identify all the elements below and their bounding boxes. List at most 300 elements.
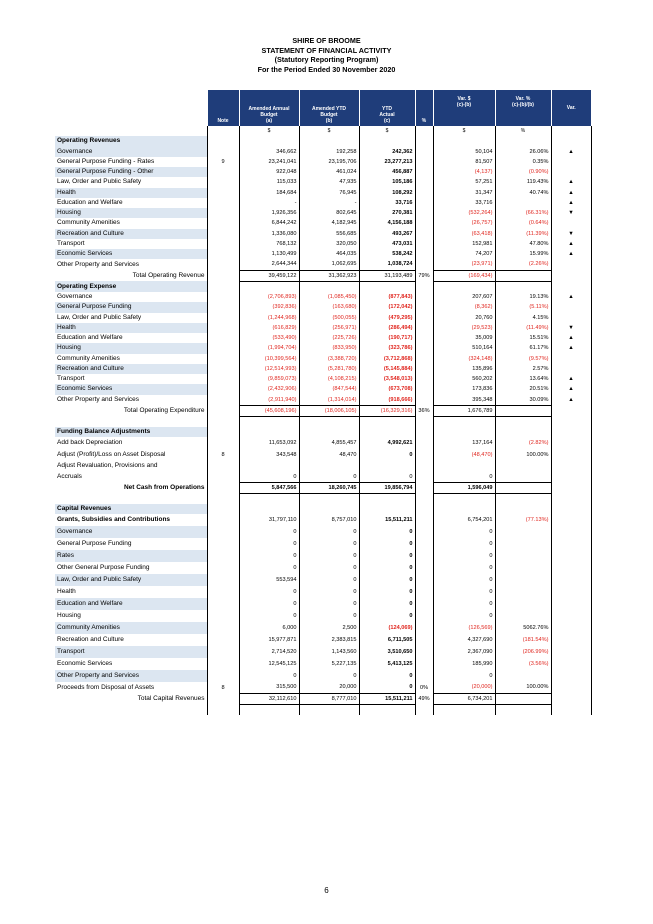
variance-pct-value: 100.00% bbox=[495, 682, 551, 693]
variance-arrow-icon bbox=[551, 126, 591, 136]
pct-of-budget-value bbox=[415, 249, 433, 259]
variance-arrow-icon bbox=[551, 526, 591, 538]
pct-of-budget-value: 36% bbox=[415, 405, 433, 416]
page-number: 6 bbox=[324, 886, 329, 895]
row-label: Law, Order and Public Safety bbox=[57, 313, 142, 321]
ytd-actual-value: (16,329,316) bbox=[359, 405, 415, 416]
table-row bbox=[55, 239, 591, 249]
pct-of-budget-value: 0% bbox=[415, 682, 433, 693]
col-var-pct bbox=[495, 90, 551, 126]
ytd-budget-value: 31,362,923 bbox=[299, 270, 359, 281]
variance-arrow-icon bbox=[551, 562, 591, 574]
row-note bbox=[207, 704, 239, 715]
variance-arrow-icon bbox=[551, 259, 591, 270]
table-row bbox=[55, 622, 591, 634]
ytd-budget-value: 2,383,815 bbox=[299, 634, 359, 646]
ytd-actual-value bbox=[359, 504, 415, 514]
ytd-budget-value: 0 bbox=[299, 562, 359, 574]
col-var-dollar-line2: (c)-(b) bbox=[456, 102, 472, 108]
variance-pct-value: (11.49%) bbox=[495, 323, 551, 333]
ytd-actual-value: 242,362 bbox=[359, 147, 415, 157]
row-label: Community Amenities bbox=[57, 219, 120, 227]
ytd-actual-value bbox=[359, 427, 415, 437]
ytd-budget-value: (256,971) bbox=[299, 323, 359, 333]
ytd-budget-value: 1,143,560 bbox=[299, 646, 359, 658]
variance-pct-value bbox=[495, 504, 551, 514]
pct-of-budget-value bbox=[415, 598, 433, 610]
pct-of-budget-value bbox=[415, 449, 433, 461]
variance-pct-value: (181.54%) bbox=[495, 634, 551, 646]
variance-pct-value bbox=[495, 550, 551, 562]
section-title bbox=[55, 136, 591, 146]
ytd-actual-value: 0 bbox=[359, 598, 415, 610]
pct-of-budget-value bbox=[415, 482, 433, 493]
ytd-actual-value: (877,843) bbox=[359, 292, 415, 302]
annual-budget-value: 0 bbox=[239, 598, 299, 610]
variance-arrow-icon bbox=[551, 634, 591, 646]
pct-of-budget-value bbox=[415, 136, 433, 146]
variance-arrow-icon bbox=[551, 218, 591, 228]
ytd-actual-value: 538,242 bbox=[359, 249, 415, 259]
variance-pct-value bbox=[495, 281, 551, 292]
variance-pct-value: 26.06% bbox=[495, 147, 551, 157]
pct-of-budget-value bbox=[415, 646, 433, 658]
variance-pct-value bbox=[495, 461, 551, 471]
row-note bbox=[207, 634, 239, 646]
ytd-budget-value: 4,182,945 bbox=[299, 218, 359, 228]
table-row bbox=[55, 364, 591, 374]
pct-of-budget-value bbox=[415, 364, 433, 374]
col-var: Var. bbox=[551, 90, 591, 126]
variance-dollar-value: 560,202 bbox=[433, 374, 495, 384]
row-note bbox=[207, 364, 239, 374]
table-row bbox=[55, 198, 591, 208]
variance-arrow-icon: ▲ bbox=[551, 147, 591, 157]
pct-of-budget-value: 79% bbox=[415, 270, 433, 281]
pct-of-budget-value bbox=[415, 384, 433, 394]
variance-pct-value: 47.80% bbox=[495, 239, 551, 249]
table-row bbox=[55, 259, 591, 270]
pct-of-budget-value bbox=[415, 704, 433, 715]
variance-arrow-icon bbox=[551, 157, 591, 167]
variance-arrow-icon bbox=[551, 354, 591, 364]
variance-dollar-value: $ bbox=[433, 126, 495, 136]
table-row bbox=[55, 343, 591, 353]
variance-arrow-icon: ▲ bbox=[551, 249, 591, 259]
table-row bbox=[55, 313, 591, 323]
row-note bbox=[207, 562, 239, 574]
ytd-actual-value: (323,786) bbox=[359, 343, 415, 353]
table-row bbox=[55, 167, 591, 177]
variance-arrow-icon bbox=[551, 136, 591, 146]
table-row bbox=[55, 598, 591, 610]
col-annual-budget bbox=[239, 90, 299, 126]
table-row bbox=[55, 208, 591, 218]
variance-dollar-value: (532,264) bbox=[433, 208, 495, 218]
pct-of-budget-value bbox=[415, 610, 433, 622]
table-row bbox=[55, 188, 591, 198]
row-label bbox=[55, 494, 207, 505]
ytd-actual-value: 105,186 bbox=[359, 177, 415, 187]
spacer-row bbox=[55, 417, 591, 428]
ytd-budget-value: 47,935 bbox=[299, 177, 359, 187]
ytd-actual-value: 15,511,211 bbox=[359, 514, 415, 526]
row-note bbox=[207, 437, 239, 449]
ytd-actual-value bbox=[359, 417, 415, 428]
variance-pct-value: 40.74% bbox=[495, 188, 551, 198]
pct-of-budget-value bbox=[415, 622, 433, 634]
row-label: Community Amenities bbox=[55, 622, 207, 634]
col-pct: % bbox=[415, 90, 433, 126]
table-row bbox=[55, 562, 591, 574]
variance-pct-value: (3.56%) bbox=[495, 658, 551, 670]
row-label: Recreation and Culture bbox=[55, 229, 207, 239]
row-label: Economic Services bbox=[57, 660, 113, 668]
ytd-actual-value bbox=[359, 136, 415, 146]
table-row bbox=[55, 218, 591, 228]
ytd-budget-value: 1,062,695 bbox=[299, 259, 359, 270]
table-row bbox=[55, 177, 591, 187]
ytd-budget-value bbox=[299, 281, 359, 292]
variance-pct-value bbox=[495, 538, 551, 550]
ytd-budget-value: (18,006,105) bbox=[299, 405, 359, 416]
variance-dollar-value bbox=[433, 427, 495, 437]
col-note: Note bbox=[207, 90, 239, 126]
ytd-actual-value: 6,711,505 bbox=[359, 634, 415, 646]
table-row bbox=[55, 461, 591, 471]
variance-pct-value: (77.13%) bbox=[495, 514, 551, 526]
ytd-actual-value bbox=[359, 494, 415, 505]
variance-arrow-icon: ▼ bbox=[551, 229, 591, 239]
annual-budget-value: 6,844,242 bbox=[239, 218, 299, 228]
col-var-dollar-line1: Var. $ bbox=[457, 96, 471, 102]
variance-pct-value: 4.15% bbox=[495, 313, 551, 323]
table-row bbox=[55, 670, 591, 682]
pct-of-budget-value bbox=[415, 177, 433, 187]
section-title bbox=[55, 504, 591, 514]
ytd-budget-value: $ bbox=[299, 126, 359, 136]
ytd-budget-value: 48,470 bbox=[299, 449, 359, 461]
ytd-actual-value: 1,038,724 bbox=[359, 259, 415, 270]
variance-arrow-icon bbox=[551, 682, 591, 693]
table-row bbox=[55, 147, 591, 157]
variance-dollar-value: 1,676,789 bbox=[433, 405, 495, 416]
variance-dollar-value: 2,367,090 bbox=[433, 646, 495, 658]
variance-dollar-value: 57,251 bbox=[433, 177, 495, 187]
variance-pct-value: 61.17% bbox=[495, 343, 551, 353]
row-label: Transport bbox=[57, 239, 85, 247]
ytd-budget-value bbox=[299, 504, 359, 514]
row-note bbox=[207, 270, 239, 281]
ytd-actual-value: (3,548,013) bbox=[359, 374, 415, 384]
pct-of-budget-value bbox=[415, 472, 433, 483]
variance-pct-value bbox=[495, 586, 551, 598]
variance-arrow-icon bbox=[551, 417, 591, 428]
table-row bbox=[55, 586, 591, 598]
header-statement: STATEMENT OF FINANCIAL ACTIVITY bbox=[261, 45, 392, 55]
row-label bbox=[55, 126, 207, 136]
annual-budget-value: 15,977,871 bbox=[239, 634, 299, 646]
variance-dollar-value bbox=[433, 281, 495, 292]
ytd-actual-value: 33,716 bbox=[359, 198, 415, 208]
variance-arrow-icon bbox=[551, 313, 591, 323]
ytd-budget-value: (4,108,215) bbox=[299, 374, 359, 384]
annual-budget-value: 31,797,110 bbox=[239, 514, 299, 526]
variance-dollar-value: 50,104 bbox=[433, 147, 495, 157]
row-label: Governance bbox=[55, 147, 207, 157]
row-label: General Purpose Funding bbox=[55, 302, 207, 312]
annual-budget-value: 346,662 bbox=[239, 147, 299, 157]
section-title bbox=[55, 281, 591, 292]
row-note bbox=[207, 147, 239, 157]
variance-arrow-icon bbox=[551, 405, 591, 416]
variance-pct-value: % bbox=[495, 126, 551, 136]
annual-budget-value: 768,132 bbox=[239, 239, 299, 249]
pct-of-budget-value bbox=[415, 538, 433, 550]
pct-of-budget-value bbox=[415, 167, 433, 177]
ytd-actual-value: (172,042) bbox=[359, 302, 415, 312]
variance-dollar-value: (29,523) bbox=[433, 323, 495, 333]
ytd-actual-value bbox=[359, 704, 415, 715]
annual-budget-value: 2,714,520 bbox=[239, 646, 299, 658]
row-label: Health bbox=[55, 323, 207, 333]
annual-budget-value: (2,911,940) bbox=[239, 395, 299, 406]
row-note bbox=[207, 417, 239, 428]
variance-dollar-value: 173,836 bbox=[433, 384, 495, 394]
annual-budget-value: 922,048 bbox=[239, 167, 299, 177]
row-note bbox=[207, 323, 239, 333]
ytd-budget-value: 23,195,706 bbox=[299, 157, 359, 167]
row-label: General Purpose Funding - Rates bbox=[57, 157, 155, 165]
variance-pct-value bbox=[495, 670, 551, 682]
row-label: Law, Order and Public Safety bbox=[55, 574, 207, 586]
pct-of-budget-value bbox=[415, 354, 433, 364]
row-note bbox=[207, 343, 239, 353]
variance-dollar-value: (48,470) bbox=[433, 449, 495, 461]
annual-budget-value: (10,399,564) bbox=[239, 354, 299, 364]
annual-budget-value: 184,684 bbox=[239, 188, 299, 198]
pct-of-budget-value bbox=[415, 504, 433, 514]
table-row bbox=[55, 302, 591, 312]
variance-arrow-icon: ▲ bbox=[551, 177, 591, 187]
pct-of-budget-value bbox=[415, 239, 433, 249]
annual-budget-value: $ bbox=[239, 126, 299, 136]
total-row bbox=[55, 405, 591, 416]
row-label: Education and Welfare bbox=[57, 198, 123, 206]
pct-of-budget-value bbox=[415, 281, 433, 292]
variance-dollar-value bbox=[433, 461, 495, 471]
annual-budget-value: 1,926,356 bbox=[239, 208, 299, 218]
variance-dollar-value: (169,434) bbox=[433, 270, 495, 281]
pct-of-budget-value bbox=[415, 313, 433, 323]
row-note bbox=[207, 313, 239, 323]
ytd-actual-value: 0 bbox=[359, 449, 415, 461]
variance-dollar-value: 185,990 bbox=[433, 658, 495, 670]
row-note bbox=[207, 259, 239, 270]
variance-arrow-icon: ▲ bbox=[551, 374, 591, 384]
row-label: Law, Order and Public Safety bbox=[57, 178, 142, 186]
row-label: Other Property and Services bbox=[55, 670, 207, 682]
ytd-budget-value: 5,227,135 bbox=[299, 658, 359, 670]
ytd-budget-value: 556,685 bbox=[299, 229, 359, 239]
ytd-budget-value: 0 bbox=[299, 586, 359, 598]
pct-of-budget-value bbox=[415, 562, 433, 574]
variance-arrow-icon bbox=[551, 364, 591, 374]
row-note bbox=[207, 574, 239, 586]
ytd-actual-value: 0 bbox=[359, 550, 415, 562]
pct-of-budget-value bbox=[415, 586, 433, 598]
variance-arrow-icon bbox=[551, 270, 591, 281]
table-row bbox=[55, 323, 591, 333]
variance-dollar-value: 0 bbox=[433, 538, 495, 550]
annual-budget-value: (533,490) bbox=[239, 333, 299, 343]
row-note bbox=[207, 646, 239, 658]
row-label: Education and Welfare bbox=[57, 334, 123, 342]
ytd-budget-value: (1,085,450) bbox=[299, 292, 359, 302]
variance-pct-value: (2.26%) bbox=[495, 259, 551, 270]
row-note bbox=[207, 333, 239, 343]
ytd-budget-value bbox=[299, 417, 359, 428]
row-label: General Purpose Funding - Other bbox=[55, 167, 207, 177]
pct-of-budget-value bbox=[415, 343, 433, 353]
variance-arrow-icon bbox=[551, 670, 591, 682]
ytd-actual-value: 23,277,213 bbox=[359, 157, 415, 167]
ytd-actual-value: 493,267 bbox=[359, 229, 415, 239]
variance-arrow-icon bbox=[551, 281, 591, 292]
ytd-actual-value: 0 bbox=[359, 610, 415, 622]
variance-pct-value bbox=[495, 610, 551, 622]
variance-dollar-value: 395,348 bbox=[433, 395, 495, 406]
ytd-budget-value: 20,000 bbox=[299, 682, 359, 693]
variance-pct-value: 15.99% bbox=[495, 249, 551, 259]
variance-pct-value: 0.35% bbox=[495, 157, 551, 167]
pct-of-budget-value bbox=[415, 292, 433, 302]
table-row bbox=[55, 646, 591, 658]
variance-pct-value: 100.00% bbox=[495, 449, 551, 461]
table-row bbox=[55, 526, 591, 538]
col-annual-line2: Budget bbox=[260, 112, 278, 118]
ytd-budget-value: 0 bbox=[299, 538, 359, 550]
variance-arrow-icon bbox=[551, 461, 591, 471]
row-label: Total Operating Revenue bbox=[132, 271, 205, 279]
ytd-actual-value: 0 bbox=[359, 562, 415, 574]
annual-budget-value: 23,241,041 bbox=[239, 157, 299, 167]
annual-budget-value: (616,829) bbox=[239, 323, 299, 333]
row-note bbox=[207, 384, 239, 394]
row-note bbox=[207, 208, 239, 218]
variance-pct-value: 15.51% bbox=[495, 333, 551, 343]
variance-pct-value bbox=[495, 574, 551, 586]
variance-dollar-value: 0 bbox=[433, 550, 495, 562]
annual-budget-value: 12,545,125 bbox=[239, 658, 299, 670]
row-note bbox=[207, 239, 239, 249]
variance-dollar-value: 4,327,690 bbox=[433, 634, 495, 646]
row-note bbox=[207, 622, 239, 634]
row-note bbox=[207, 461, 239, 471]
table-row bbox=[55, 249, 591, 259]
row-label: Health bbox=[57, 588, 76, 596]
variance-pct-value: (2.82%) bbox=[495, 437, 551, 449]
ytd-budget-value: 18,260,745 bbox=[299, 482, 359, 493]
table-row bbox=[55, 157, 591, 167]
row-note bbox=[207, 188, 239, 198]
variance-dollar-value: 35,009 bbox=[433, 333, 495, 343]
variance-pct-value: 19.13% bbox=[495, 292, 551, 302]
annual-budget-value: 1,336,080 bbox=[239, 229, 299, 239]
annual-budget-value bbox=[239, 461, 299, 471]
row-note bbox=[207, 550, 239, 562]
ytd-actual-value: 108,292 bbox=[359, 188, 415, 198]
ytd-actual-value: 0 bbox=[359, 682, 415, 693]
annual-budget-value: 315,500 bbox=[239, 682, 299, 693]
variance-pct-value bbox=[495, 270, 551, 281]
pct-of-budget-value bbox=[415, 333, 433, 343]
variance-dollar-value: (63,418) bbox=[433, 229, 495, 239]
ytd-budget-value: (3,388,720) bbox=[299, 354, 359, 364]
pct-of-budget-value bbox=[415, 514, 433, 526]
variance-pct-value: 119.43% bbox=[495, 177, 551, 187]
pct-of-budget-value bbox=[415, 157, 433, 167]
variance-pct-value: 20.51% bbox=[495, 384, 551, 394]
annual-budget-value: 32,112,610 bbox=[239, 693, 299, 704]
row-label: Other Property and Services bbox=[57, 260, 140, 268]
report-header bbox=[0, 36, 653, 74]
variance-pct-value bbox=[495, 598, 551, 610]
ytd-actual-value: (124,069) bbox=[359, 622, 415, 634]
row-note bbox=[207, 229, 239, 239]
pct-of-budget-value bbox=[415, 218, 433, 228]
variance-arrow-icon bbox=[551, 437, 591, 449]
row-label: Funding Balance Adjustments bbox=[55, 427, 207, 437]
table-row bbox=[55, 395, 591, 406]
total-row bbox=[55, 693, 591, 704]
variance-pct-value bbox=[495, 136, 551, 146]
row-note bbox=[207, 126, 239, 136]
ytd-budget-value: 0 bbox=[299, 574, 359, 586]
ytd-actual-value: $ bbox=[359, 126, 415, 136]
col-ytd-budget-line2: Budget bbox=[320, 112, 338, 118]
row-note bbox=[207, 177, 239, 187]
variance-arrow-icon: ▲ bbox=[551, 384, 591, 394]
variance-dollar-value bbox=[433, 704, 495, 715]
row-label: Transport bbox=[57, 375, 85, 383]
variance-arrow-icon: ▲ bbox=[551, 292, 591, 302]
variance-dollar-value: 31,347 bbox=[433, 188, 495, 198]
variance-dollar-value: 1,596,049 bbox=[433, 482, 495, 493]
pct-of-budget-value bbox=[415, 208, 433, 218]
annual-budget-value: (2,706,893) bbox=[239, 292, 299, 302]
variance-pct-value bbox=[495, 405, 551, 416]
variance-pct-value: (9.57%) bbox=[495, 354, 551, 364]
row-label: Operating Revenues bbox=[55, 136, 207, 146]
pct-of-budget-value bbox=[415, 302, 433, 312]
variance-dollar-value: 137,164 bbox=[433, 437, 495, 449]
variance-arrow-icon: ▲ bbox=[551, 343, 591, 353]
variance-arrow-icon bbox=[551, 550, 591, 562]
ytd-budget-value: 76,945 bbox=[299, 188, 359, 198]
table-row bbox=[55, 658, 591, 670]
annual-budget-value: (1,994,704) bbox=[239, 343, 299, 353]
annual-budget-value bbox=[239, 417, 299, 428]
pct-of-budget-value bbox=[415, 494, 433, 505]
variance-dollar-value: 0 bbox=[433, 610, 495, 622]
pct-of-budget-value bbox=[415, 229, 433, 239]
row-label: Adjust Revaluation, Provisions and bbox=[57, 462, 158, 470]
variance-pct-value: 2.57% bbox=[495, 364, 551, 374]
annual-budget-value: 6,000 bbox=[239, 622, 299, 634]
annual-budget-value: 0 bbox=[239, 526, 299, 538]
col-ytd-budget bbox=[299, 90, 359, 126]
